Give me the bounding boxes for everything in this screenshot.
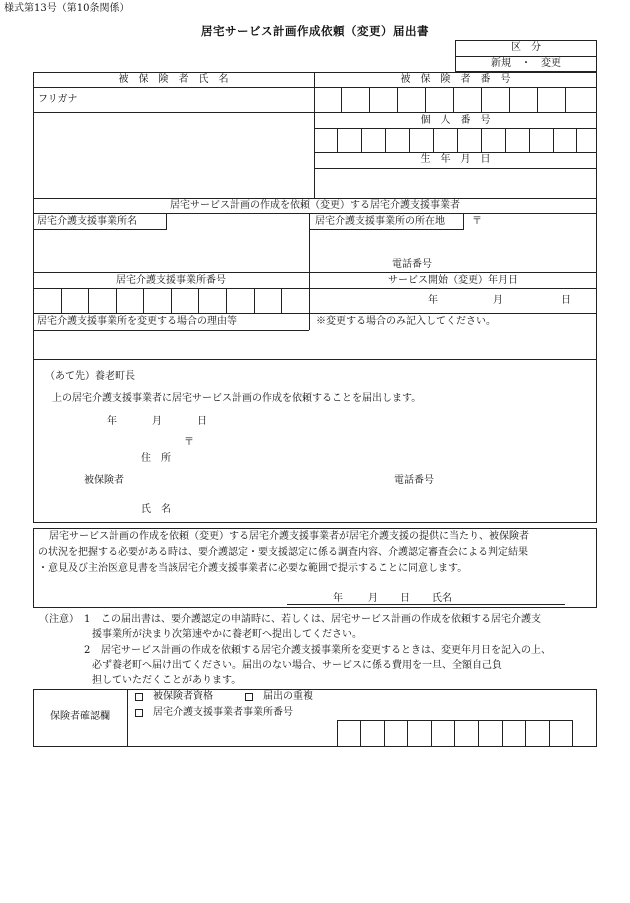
office-address-label-box: [309, 213, 464, 230]
furigana-label: フリガナ: [38, 94, 78, 105]
declaration-address-label: 住 所: [141, 453, 171, 464]
note-2-line-2: 必ず養老町へ届け出てください。届出のない場合、サービスに係る費用を一旦、全額自己負: [92, 660, 502, 671]
change-reason-label: 居宅介護支援事業所を変更する場合の理由等: [37, 316, 237, 327]
office-name-label-box: [33, 213, 167, 230]
office-postal-mark: 〒: [472, 216, 482, 227]
form-number: 様式第13号（第10条関係）: [4, 3, 130, 14]
consent-month: 月: [368, 593, 378, 604]
service-start-label: サービス開始（変更）年月日: [388, 275, 518, 286]
birth-date-field[interactable]: [315, 169, 596, 197]
personal-number-field[interactable]: [315, 129, 596, 151]
declaration-insured-label: 被保険者: [84, 475, 124, 486]
insured-name-label: 被 保 険 者 氏 名: [118, 74, 229, 85]
checkbox-office-number[interactable]: [135, 709, 143, 717]
declaration-month: 月: [152, 416, 162, 427]
birth-date-label: 生 年 月 日: [420, 154, 491, 165]
insurer-office-number-field[interactable]: [337, 720, 573, 747]
service-start-date-field[interactable]: [311, 289, 595, 312]
declaration-postal-mark: 〒: [184, 437, 194, 448]
change-reason-field[interactable]: [35, 331, 595, 359]
kubun-label: 区 分: [511, 42, 541, 53]
personal-number-label: 個 人 番 号: [420, 115, 491, 126]
declaration-address-field[interactable]: [190, 448, 590, 468]
kubun-value[interactable]: 新規 ・ 変更: [491, 58, 561, 69]
consent-line-3: ・意見及び主治医意見書を当該居宅介護支援事業者に必要な範囲で提示することに同意します。: [38, 563, 468, 574]
office-phone-label: 電話番号: [392, 259, 432, 270]
consent-year: 年: [333, 593, 343, 604]
office-address-field[interactable]: [311, 231, 595, 259]
insured-number-label: 被 保 険 者 番 号: [400, 74, 511, 85]
declaration-phone-label: 電話番号: [394, 475, 434, 486]
service-start-year: 年: [428, 295, 438, 306]
office-number-label: 居宅介護支援事業所番号: [116, 275, 226, 286]
office-name-label: 居宅介護支援事業所名: [37, 216, 137, 227]
option-office-number: 居宅介護支援事業者事業所番号: [153, 707, 293, 718]
office-number-field[interactable]: [34, 289, 308, 312]
provider-section-title: 居宅サービス計画の作成を依頼（変更）する居宅介護支援事業者: [170, 200, 460, 211]
office-address-label: 居宅介護支援事業所の所在地: [315, 216, 445, 227]
consent-line-2: の状況を把握する必要がある時は、要介護認定・要支援認定に係る調査内容、介護認定審査会による判定結果: [38, 547, 528, 558]
office-name-field[interactable]: [35, 231, 307, 271]
addressee: （あて先）養老町長: [45, 371, 135, 382]
note-1-line-2: 援事業所が決まり次第速やかに養老町へ提出してください。: [92, 629, 362, 640]
notes-label: （注意）: [39, 614, 79, 625]
insured-name-field[interactable]: [38, 113, 308, 195]
change-note: ※変更する場合のみ記入してください。: [316, 316, 496, 327]
checkbox-insured-qualification[interactable]: [135, 693, 143, 701]
consent-line-1: 居宅サービス計画の作成を依頼（変更）する居宅介護支援事業者が居宅介護支援の提供に当たり、被保険者: [49, 531, 529, 542]
declaration-year: 年: [107, 416, 117, 427]
insurer-check-label: 保険者確認欄: [50, 711, 110, 722]
page-title: 居宅サービス計画作成依頼（変更）届出書: [201, 24, 429, 38]
consent-day: 日: [400, 593, 410, 604]
declaration-day: 日: [197, 416, 207, 427]
note-2-line-1: 居宅サービス計画の作成を依頼する居宅介護支援事業所を変更するときは、変更年月日を記入の上、: [101, 645, 551, 656]
consent-signature-line: [287, 604, 565, 605]
declaration-name-field[interactable]: [190, 498, 390, 518]
declaration-name-label: 氏 名: [141, 504, 171, 515]
declaration-statement: 上の居宅介護支援事業者に居宅サービス計画の作成を依頼することを届出します。: [52, 393, 422, 404]
service-start-day: 日: [561, 295, 571, 306]
checkbox-duplicate-notification[interactable]: [245, 693, 253, 701]
note-1-line-1: この届出書は、要介護認定の申請時に、若しくは、居宅サービス計画の作成を依頼する居宅介護支: [101, 614, 541, 625]
consent-name-field[interactable]: [455, 590, 563, 604]
consent-name-label: 氏名: [432, 593, 452, 604]
service-start-month: 月: [493, 295, 503, 306]
note-2-line-3: 担していただくことがあります。: [92, 675, 242, 686]
option-insured-qualification: 被保険者資格: [153, 691, 213, 702]
note-2-number: 2: [84, 645, 91, 656]
insured-number-field[interactable]: [315, 88, 596, 111]
option-duplicate-notification: 届出の重複: [263, 691, 313, 702]
note-1-number: 1: [84, 614, 91, 625]
